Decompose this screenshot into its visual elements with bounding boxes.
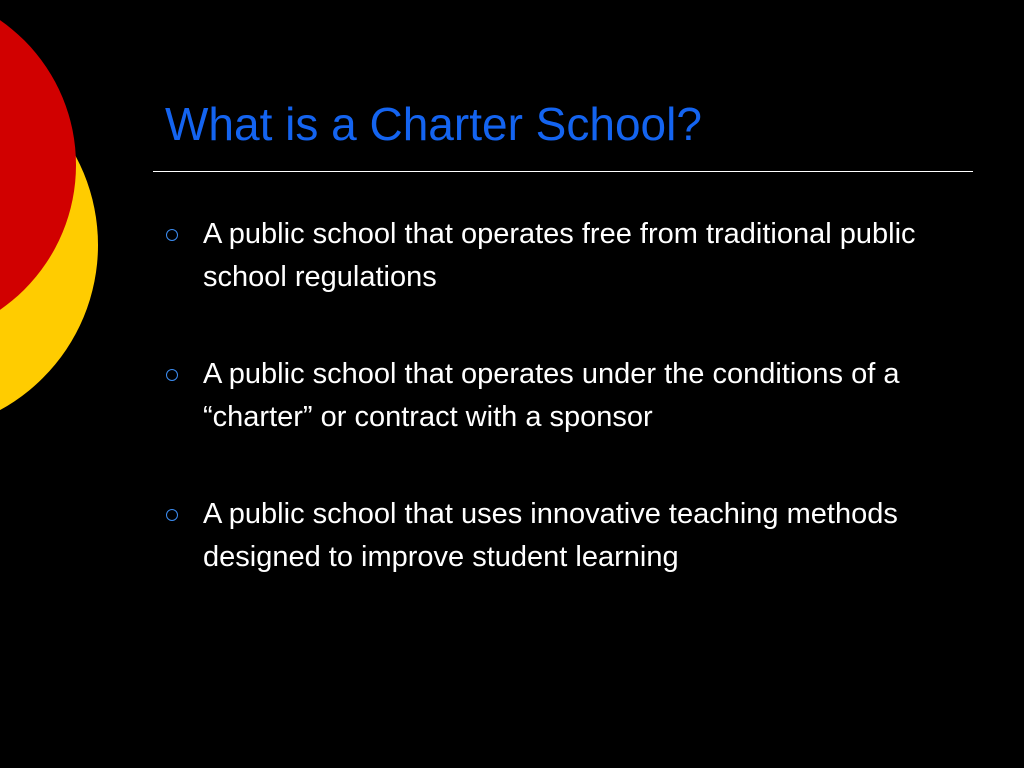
- bullet-item: [166, 493, 966, 579]
- hollow-circle-bullet-icon: [166, 369, 178, 381]
- bullet-item: [166, 213, 966, 299]
- title-divider: [153, 171, 973, 172]
- hollow-circle-bullet-icon: [166, 229, 178, 241]
- bullet-list: [166, 213, 966, 633]
- red-and-yellow-circles-icon: [0, 0, 110, 410]
- slide-title: What is a Charter School?: [165, 98, 702, 150]
- hollow-circle-bullet-icon: [166, 509, 178, 521]
- bullet-text: A public school that operates under the conditions of a “charter” or contract with a sponsor: [203, 358, 900, 433]
- bullet-text: A public school that operates free from traditional public school regulations: [203, 218, 916, 293]
- bullet-text: A public school that uses innovative teaching methods designed to improve student learning: [203, 498, 898, 573]
- bullet-item: [166, 353, 966, 439]
